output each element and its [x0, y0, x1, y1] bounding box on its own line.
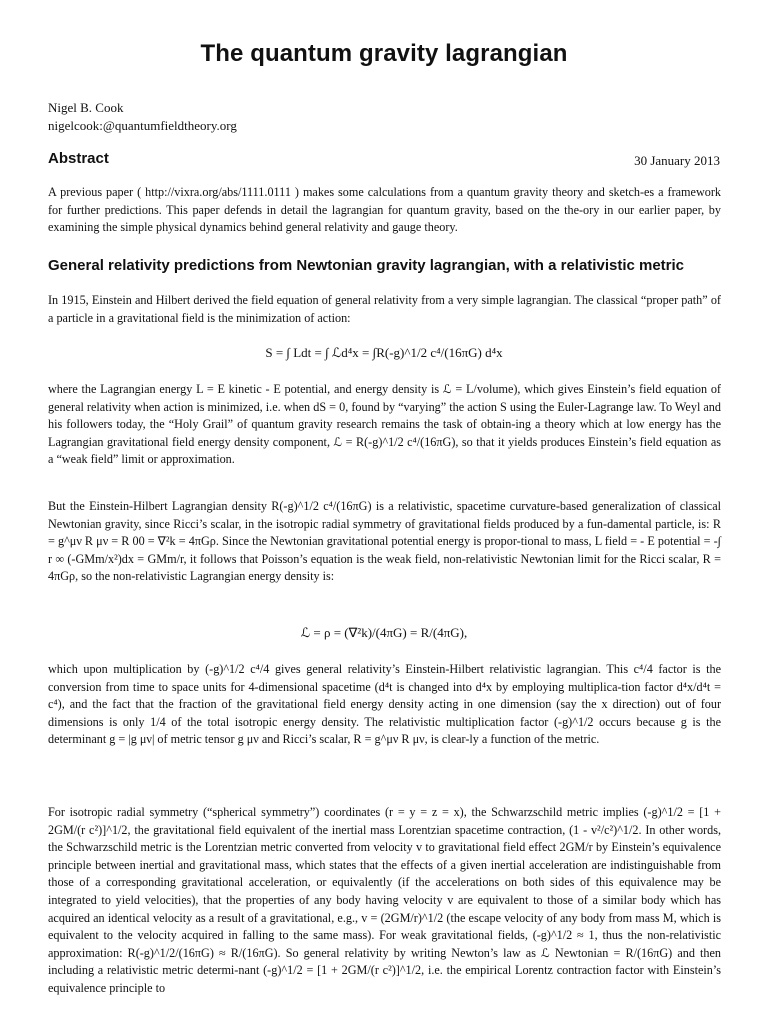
equation-lagrangian-density: ℒ = ρ = (∇²k)/(4πG) = R/(4πG),	[300, 625, 468, 640]
equation-action: S = ∫ Ldt = ∫ ℒd⁴x = ∫R(-g)^1/2 c⁴/(16πG) d⁴x	[265, 345, 503, 360]
body-paragraph-3: But the Einstein-Hilbert Lagrangian density R(-g)^1/2 c⁴/(16πG) is a relativistic, spacetime curvature-based generalization of classical Newtonian gravity, since Ricci’s scalar, in the isotropic radial symmetry of gravitational fields produced by a fun-damental particle, is: R = g^μν R μν = R 00 = ∇²k = 4πGρ. Since the Newtonian gravitational potential energy is propor-tional to mass, L field = - E potential = -∫ r ∞ (-GMm/x²)dx = GMm/r, it follows that Poisson’s equation is the weak field, non-relativistic Newtonian limit for the Ricci scalar, R = 4πGρ, so the non-relativistic Lagrangian energy density is:	[48, 499, 721, 584]
abstract-heading: Abstract	[48, 150, 109, 167]
body-paragraph-5: For isotropic radial symmetry (“spherical symmetry”) coordinates (r = y = z = x), the Schwarzschild metric implies (-g)^1/2 = [1 + 2GM/(r c²)]^1/2, the gravitational field equivalent of the inertial mass Lorentzian spacetime contraction, (1 - v²/c²)^1/2. In other words, the Schwarzschild metric is the Lorentzian metric converted from velocity v to gravitational field effect 2GM/r by Einstein’s equivalence principle between inertial and gravitational mass, which states that the effects of a given inertial acceleration are indistinguishable from those of a corresponding gravitational acceleration, or equivalently (if the accelerations on both sides of this equivalence may be integrated to yield velocities), that the properties of any body having velocity v are equivalent to those of a similar body which has acquired an identical velocity as a result of a gravitational, e.g., v = (2GM/r)^1/2 (the escape velocity of any body from mass M, which is equivalent to the velocity acquired in falling to the same mass). For weak gravitational fields, (-g)^1/2 ≈ 1, thus the non-relativistic approximation: R(-g)^1/2/(16πG) ≈ R/(16πG). So general relativity by writing Newton’s law as ℒ Newtonian = R/(16πG) and then including a relativistic metric determi-nant (-g)^1/2 = [1 + 2GM/(r c²)]^1/2, i.e. the empirical Lorentz contraction factor with Einstein’s equivalence principle to	[48, 805, 721, 995]
body-paragraph-1: In 1915, Einstein and Hilbert derived the field equation of general relativity from a very simple lagrangian. The classical “proper path” of a particle in a gravitational field is the minimization of action:	[48, 293, 721, 325]
author-block	[48, 99, 237, 135]
author-email: nigelcook:@quantumfieldtheory.org	[48, 118, 237, 133]
paper-date: 30 January 2013	[634, 153, 720, 168]
abstract-text: A previous paper ( http://vixra.org/abs/1111.0111 ) makes some calculations from a quantum gravity theory and sketch-es a framework for further predictions. This paper defends in detail the lagrangian for quantum gravity, based on the the-ory in our earlier paper, by examining the simple physical dynamics behind general relativity and gauge theory.	[48, 185, 721, 235]
paper-title: The quantum gravity lagrangian	[200, 40, 568, 67]
body-paragraph-2: where the Lagrangian energy L = E kinetic - E potential, and energy density is ℒ = L/volume), which gives Einstein’s field equation of general relativity when action is minimized, i.e. when dS = 0, found by “varying” the action S using the Euler-Lagrange law. To Weyl and his followers today, the “Holy Grail” of quantum gravity research remains the task of obtain-ing a theory which at low energy has the Lagrangian gravitational field energy density component, ℒ = R(-g)^1/2 c⁴/(16πG), so that it yields produces Einstein’s field equation as a “weak field” limit or approximation.	[48, 382, 721, 467]
author-name: Nigel B. Cook	[48, 100, 124, 115]
body-paragraph-4: which upon multiplication by (-g)^1/2 c⁴/4 gives general relativity’s Einstein-Hilbert relativistic lagrangian. This c⁴/4 factor is the conversion from time to space units for 4-dimensional spacetime (d⁴t is changed into d⁴x by employing multiplica-tion factor d⁴x/d⁴t = c⁴), and the fact that the fraction of the gravitational field energy density acting in one dimension (say the x direction) out of four dimensions is only 1/4 of the total isotropic energy density. The relativistic multiplication factor (-g)^1/2 occurs because g is the determinant g = |g μν| of metric tensor g μν and Ricci’s scalar, R = g^μν R μν, is clear-ly a function of the metric.	[48, 662, 721, 747]
section-heading: General relativity predictions from Newtonian gravity lagrangian, with a relativistic metric	[48, 257, 685, 274]
